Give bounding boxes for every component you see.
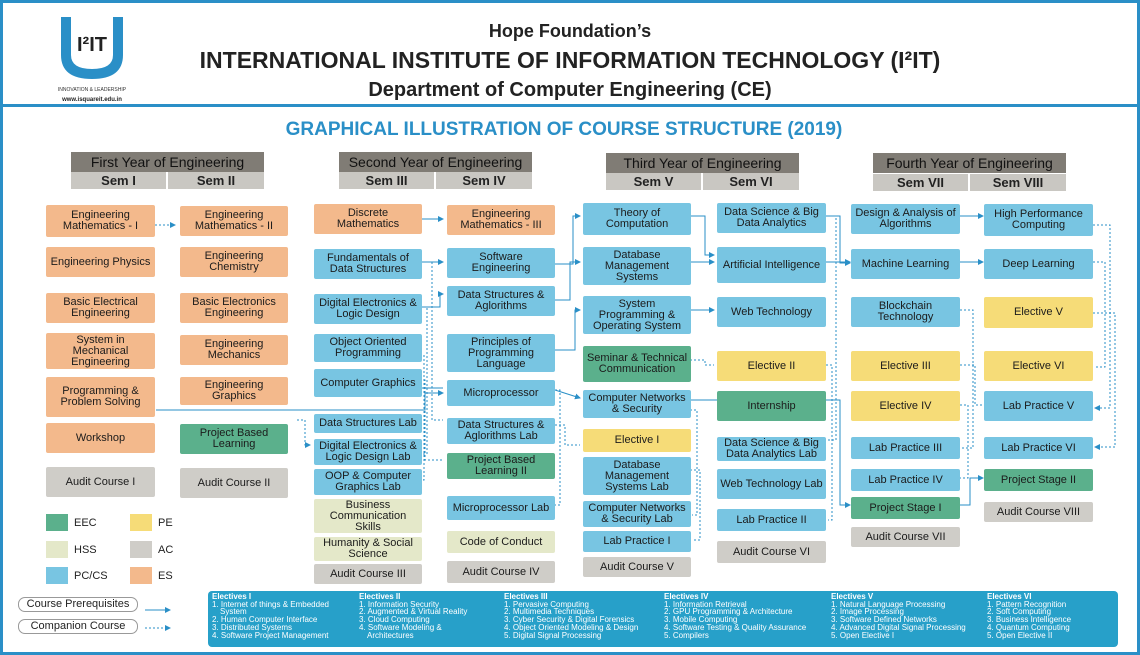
legend-swatch [130, 541, 152, 558]
course-box: Engineering Mathematics - II [180, 206, 288, 236]
elective-group-1: Electives I 1. Internet of things & Embedded System 2. Human Computer Interface 3. Distributed Systems 4. Software Project Management [212, 592, 329, 640]
course-box: Computer Networks & Security Lab [583, 501, 691, 527]
sem-label: Sem III [339, 172, 434, 189]
legend-swatch [130, 514, 152, 531]
course-box: Computer Networks & Security [583, 390, 691, 418]
year-header-first: First Year of Engineering [71, 152, 264, 172]
course-box: Business Communication Skills [314, 499, 422, 533]
course-box: System Programming & Operating System [583, 296, 691, 334]
course-box: Seminar & Technical Communication [583, 346, 691, 382]
elective-group-2: Electives II 1. Information Security 2. Augmented & Virtual Reality 3. Cloud Computing 4. Software Modeling & Architectures [359, 592, 468, 640]
course-box: Computer Graphics [314, 369, 422, 397]
svg-text:I²IT: I²IT [77, 34, 107, 56]
course-box: Elective V [984, 297, 1093, 328]
course-box: Digital Electronics & Logic Design Lab [314, 439, 422, 465]
legend-label: PE [158, 517, 173, 529]
course-box: Audit Course V [583, 557, 691, 577]
course-box: Workshop [46, 423, 155, 453]
course-box: Theory of Computation [583, 203, 691, 235]
course-box: Data Science & Big Data Analytics [717, 203, 826, 233]
course-box: Lab Practice VI [984, 437, 1093, 459]
course-box: Code of Conduct [447, 531, 555, 553]
course-box: Internship [717, 391, 826, 421]
year-header-second: Second Year of Engineering [339, 152, 532, 172]
course-box: High Performance Computing [984, 204, 1093, 236]
course-box: Engineering Mechanics [180, 335, 288, 365]
elective-group-3: Electives III 1. Pervasive Computing 2. Multimedia Techniques 3. Cyber Security & Digital Forensics 4. Object Oriented Modeling & Design 5. Digital Signal Processing [504, 592, 639, 640]
sem-label: Sem VIII [970, 174, 1066, 191]
legend-label: HSS [74, 544, 97, 556]
course-box: Project Based Learning II [447, 453, 555, 479]
course-box: Humanity & Social Science [314, 537, 422, 561]
course-box: Engineering Mathematics - III [447, 205, 555, 235]
course-box: Digital Electronics & Logic Design [314, 294, 422, 324]
sem-label: Sem VII [873, 174, 968, 191]
svg-text:INNOVATION & LEADERSHIP: INNOVATION & LEADERSHIP [57, 87, 127, 93]
course-box: Database Management Systems Lab [583, 457, 691, 495]
course-box: Web Technology [717, 297, 826, 327]
sem-label: Sem I [71, 172, 166, 189]
course-box: Lab Practice III [851, 437, 960, 459]
course-box: Lab Practice II [717, 509, 826, 531]
course-box: Microprocessor Lab [447, 496, 555, 520]
course-box: Project Based Learning [180, 424, 288, 454]
course-box: Audit Course VII [851, 527, 960, 547]
page-title: GRAPHICAL ILLUSTRATION OF COURSE STRUCTURE (2019) [285, 119, 843, 140]
legend-swatch [130, 567, 152, 584]
legend-companion: Companion Course [18, 619, 138, 634]
course-box: Database Management Systems [583, 247, 691, 285]
elective-group-4: Electives IV 1. Information Retrieval 2. GPU Programming & Architecture 3. Mobile Computing 4. Software Testing & Quality Assurance 5. Compilers [664, 592, 807, 640]
institute-name: INTERNATIONAL INSTITUTE OF INFORMATION TECHNOLOGY (I²IT) [199, 47, 941, 73]
legend-swatch [46, 567, 68, 584]
course-box: Data Structures & Aglorithms [447, 286, 555, 316]
course-box: Audit Course III [314, 564, 422, 584]
legend-label: PC/CS [74, 570, 108, 582]
course-box: Audit Course IV [447, 561, 555, 583]
course-box: Project Stage I [851, 497, 960, 519]
legend-swatch [46, 514, 68, 531]
legend-swatch [46, 541, 68, 558]
course-box: Audit Course II [180, 468, 288, 498]
course-box: Elective I [583, 429, 691, 452]
course-box: Engineering Physics [46, 247, 155, 277]
header-line-1: Hope Foundation’s [488, 21, 652, 41]
year-header-fourth: Fourth Year of Engineering [873, 153, 1066, 173]
course-box: Data Structures Lab [314, 414, 422, 433]
course-box: System in Mechanical Engineering [46, 333, 155, 369]
course-box: Fundamentals of Data Structures [314, 249, 422, 279]
course-box: Data Science & Big Data Analytics Lab [717, 437, 826, 461]
elective-group-6: Electives VI 1. Pattern Recognition 2. Soft Computing 3. Business Intelligence 4. Quantum Computing 5. Open Elective II [987, 592, 1072, 640]
sem-label: Sem VI [703, 173, 799, 190]
legend-label: AC [158, 544, 174, 556]
sem-label: Sem V [606, 173, 701, 190]
course-box: Artificial Intelligence [717, 247, 826, 283]
course-box: Discrete Mathematics [314, 204, 422, 234]
course-box: Audit Course I [46, 467, 155, 497]
year-header-third: Third Year of Engineering [606, 153, 799, 173]
course-box: Lab Practice I [583, 531, 691, 552]
sem-label: Sem II [168, 172, 264, 189]
course-box: Programming & Problem Solving [46, 377, 155, 417]
course-box: Design & Analysis of Algorithms [851, 204, 960, 234]
course-box: Engineering Chemistry [180, 247, 288, 277]
course-box: Project Stage II [984, 469, 1093, 491]
course-box: Basic Electronics Engineering [180, 293, 288, 323]
course-box: Engineering Graphics [180, 377, 288, 405]
course-box: Web Technology Lab [717, 469, 826, 499]
course-box: Elective IV [851, 391, 960, 421]
legend-prereq: Course Prerequisites [18, 597, 138, 612]
course-box: Elective VI [984, 351, 1093, 381]
svg-text:www.isquareit.edu.in: www.isquareit.edu.in [62, 97, 122, 103]
course-box: Elective II [717, 351, 826, 381]
electives-panel [208, 591, 1118, 647]
legend-label: ES [158, 570, 173, 582]
course-box: Microprocessor [447, 380, 555, 406]
course-box: Audit Course VIII [984, 502, 1093, 522]
course-box: Blockchain Technology [851, 297, 960, 327]
course-box: Lab Practice IV [851, 469, 960, 491]
course-box: Data Structures & Aglorithms Lab [447, 418, 555, 444]
course-box: Audit Course VI [717, 541, 826, 563]
elective-group-5: Electives V 1. Natural Language Processing 2. Image Processing 3. Software Defined Networks 4. Advanced Digital Signal Processing 5. Open Elective I [831, 592, 966, 640]
course-box: Lab Practice V [984, 391, 1093, 421]
course-box: Software Engineering [447, 248, 555, 278]
course-box: Basic Electrical Engineering [46, 293, 155, 323]
department-name: Department of Computer Engineering (CE) [368, 79, 772, 101]
course-box: OOP & Computer Graphics Lab [314, 469, 422, 495]
course-box: Engineering Mathematics - I [46, 205, 155, 237]
course-box: Principles of Programming Language [447, 334, 555, 372]
course-box: Elective III [851, 351, 960, 381]
course-box: Object Oriented Programming [314, 334, 422, 362]
course-box: Deep Learning [984, 249, 1093, 279]
sem-label: Sem IV [436, 172, 532, 189]
course-box: Machine Learning [851, 249, 960, 279]
legend-label: EEC [74, 517, 97, 529]
